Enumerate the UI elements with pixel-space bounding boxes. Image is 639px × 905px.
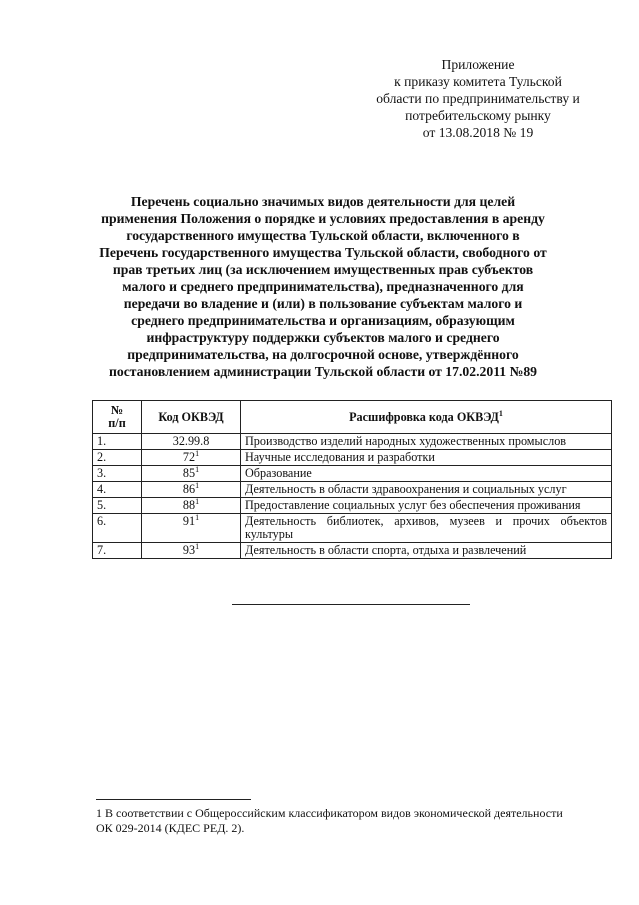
row-code-value: 32.99.8 [172,434,210,448]
footnote-marker: 1 [195,496,200,506]
title-line: прав третьих лиц (за исключением имущественных прав субъектов [112,262,534,277]
row-description: Производство изделий народных художественных промыслов [241,434,612,450]
table-row [93,498,612,514]
row-code [142,450,241,466]
footnote-marker: 1 [195,448,200,458]
row-number: 6. [93,514,142,543]
row-number: 3. [93,466,142,482]
document-title [92,193,554,380]
row-code [142,514,241,543]
footnote-marker: 1 [195,512,200,522]
table-row [93,434,612,450]
title-line: среднего предпринимательства и организациям, образующим [131,313,515,328]
table-row [93,482,612,498]
title-line: малого и среднего предпринимательства), предназначенного для [122,279,524,294]
header-number-line2: п/п [108,416,126,430]
table-row [93,514,612,543]
footnote-marker: 1 [195,541,200,551]
appendix-line: Приложение [441,57,515,72]
footnote [96,806,608,836]
row-code-value: 91 [182,514,196,528]
appendix-line: к приказу комитета Тульской [394,74,562,89]
title-line: предпринимательства, на долгосрочной основе, утверждённого [127,347,519,362]
row-number: 7. [93,543,142,559]
row-description: Образование [241,466,612,482]
row-number: 1. [93,434,142,450]
header-description [241,401,612,434]
table-row [93,543,612,559]
row-description: Деятельность библиотек, архивов, музеев и прочих объектов культуры [241,514,612,543]
section-separator-line [232,604,470,605]
row-code [142,498,241,514]
row-code [142,434,241,450]
row-description: Деятельность в области здравоохранения и социальных услуг [241,482,612,498]
footnote-line: ОК 029-2014 (КДЕС РЕД. 2). [96,821,245,835]
row-code [142,543,241,559]
title-line: передачи во владение и (или) в пользование субъектам малого и [123,296,523,311]
title-line: Перечень государственного имущества Тульской области, свободного от [99,245,547,260]
appendix-line: от 13.08.2018 № 19 [422,125,534,140]
table-header-row [93,401,612,434]
row-code-value: 72 [182,450,196,464]
row-description: Научные исследования и разработки [241,450,612,466]
footnote-marker: 1 [195,464,200,474]
footnote-rule [96,799,251,800]
title-line: государственного имущества Тульской области, включенного в [126,228,520,243]
appendix-line: области по предпринимательству и [376,91,580,106]
row-description: Предоставление социальных услуг без обеспечения проживания [241,498,612,514]
footnote-line: 1 В соответствии с Общероссийским классификатором видов экономической деятельности [96,806,563,820]
header-description-label: Расшифровка кода ОКВЭД [349,409,499,424]
footnote-marker: 1 [195,480,200,490]
row-code-value: 88 [182,498,196,512]
table-row [93,466,612,482]
title-line: применения Положения о порядке и условиях предоставления в аренду [101,211,545,226]
header-number-line1: № [110,403,124,417]
okved-table [92,400,612,559]
appendix-line: потребительскому рынку [405,108,551,123]
header-code: Код ОКВЭД [142,401,241,434]
row-number: 4. [93,482,142,498]
footnote-marker: 1 [498,408,503,418]
row-code [142,466,241,482]
row-code [142,482,241,498]
title-line: инфраструктуру поддержки субъектов малого и среднего [146,330,500,345]
row-number: 5. [93,498,142,514]
appendix-header [353,56,603,141]
title-line: постановлением администрации Тульской области от 17.02.2011 №89 [108,364,538,379]
row-code-value: 85 [182,466,196,480]
table-row [93,450,612,466]
row-code-value: 93 [182,543,196,557]
row-description: Деятельность в области спорта, отдыха и развлечений [241,543,612,559]
row-number: 2. [93,450,142,466]
title-line: Перечень социально значимых видов деятельности для целей [130,194,516,209]
row-code-value: 86 [182,482,196,496]
header-number [93,401,142,434]
